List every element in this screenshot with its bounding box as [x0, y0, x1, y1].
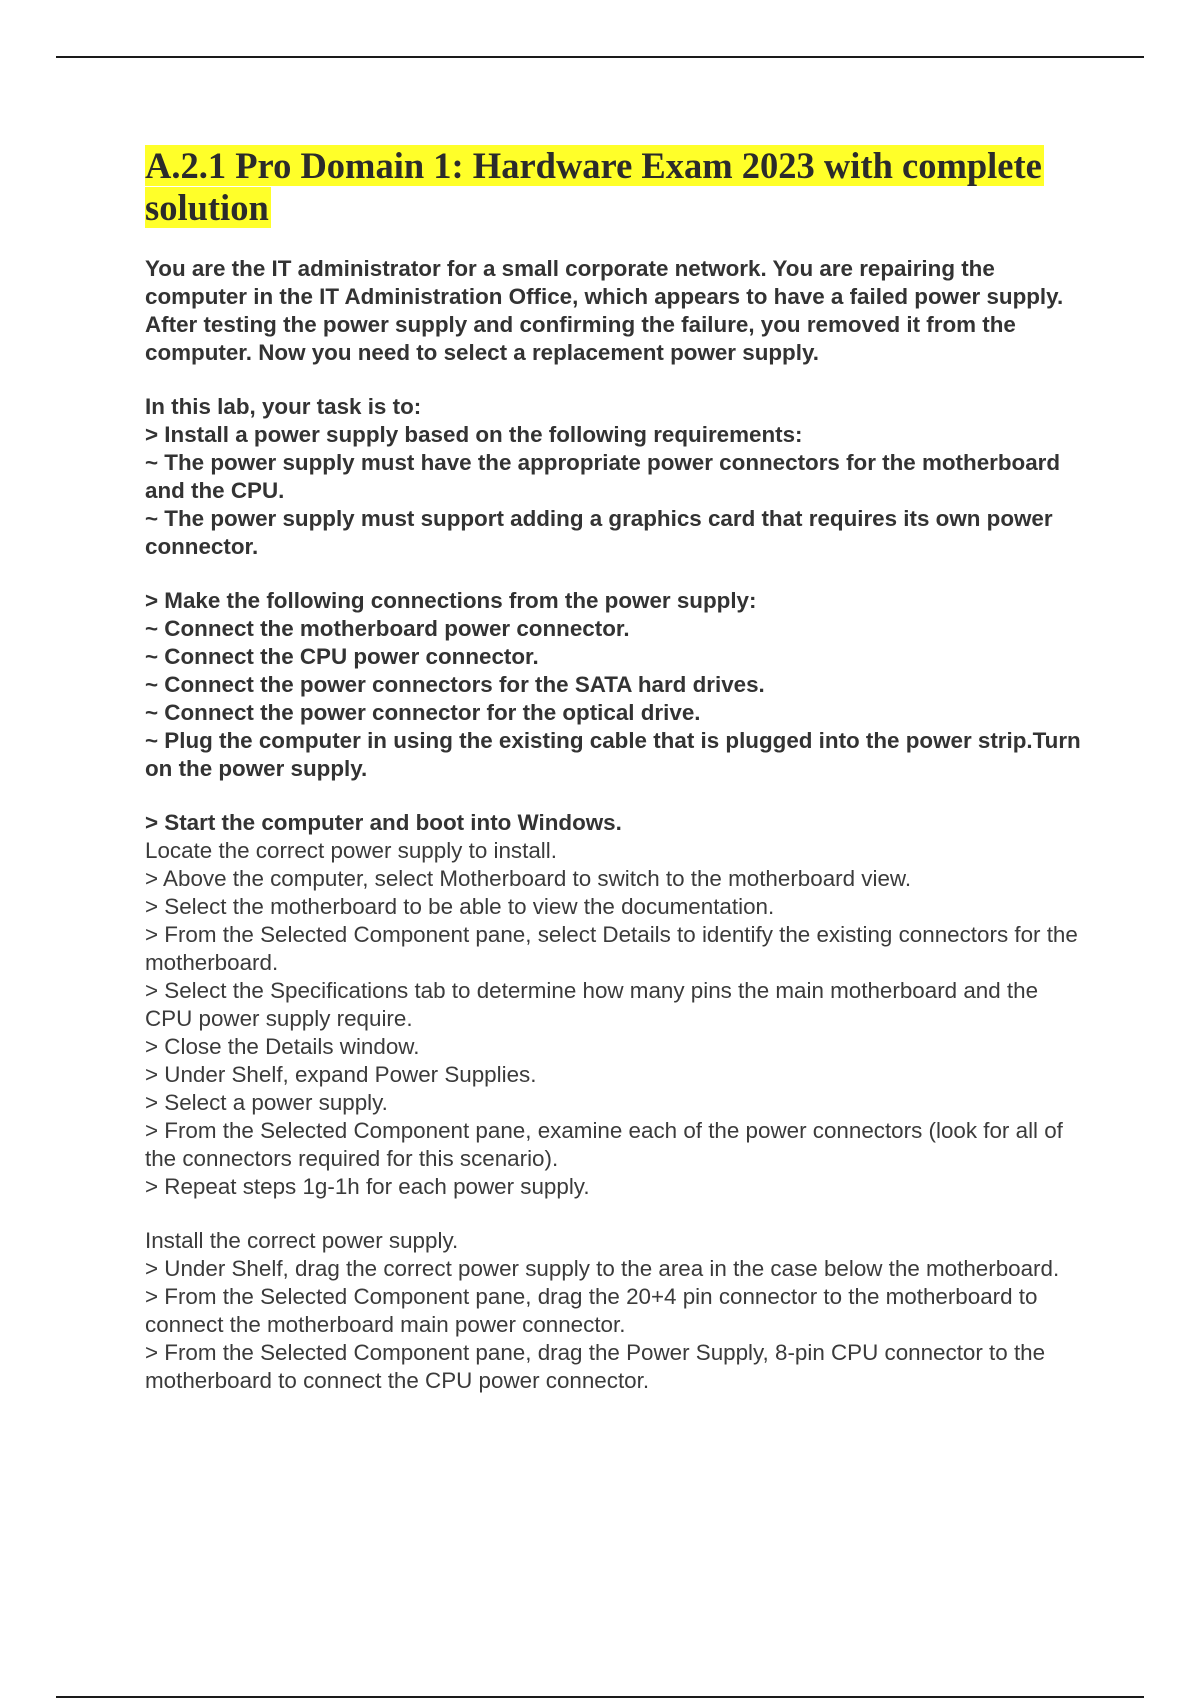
bottom-rule: [56, 1696, 1144, 1698]
install-step: > From the Selected Component pane, drag the 20+4 pin connector to the motherboard to connect the motherboard main power connector.: [145, 1284, 1038, 1337]
locate-step: > Select the motherboard to be able to view the documentation.: [145, 894, 775, 919]
task-heading: In this lab, your task is to:: [145, 394, 422, 419]
requirements-heading: > Install a power supply based on the following requirements:: [145, 422, 803, 447]
locate-step: > Above the computer, select Motherboard to switch to the motherboard view.: [145, 866, 912, 891]
connection-item: ~ Connect the CPU power connector.: [145, 644, 539, 669]
connection-item: ~ Connect the power connector for the optical drive.: [145, 700, 701, 725]
connection-item: ~ Connect the power connectors for the SATA hard drives.: [145, 672, 765, 697]
install-step: > From the Selected Component pane, drag the Power Supply, 8-pin CPU connector to the motherboard to connect the CPU power connector.: [145, 1340, 1046, 1393]
requirement-item: ~ The power supply must have the appropriate power connectors for the motherboard and the CPU.: [145, 450, 1061, 503]
locate-step: > From the Selected Component pane, select Details to identify the existing connectors for the motherboard.: [145, 922, 1078, 975]
start-heading: > Start the computer and boot into Windows.: [145, 810, 622, 835]
locate-step: > Select the Specifications tab to determine how many pins the main motherboard and the CPU power supply require.: [145, 978, 1039, 1031]
connections-heading: > Make the following connections from the power supply:: [145, 588, 757, 613]
connection-item: ~ Plug the computer in using the existing cable that is plugged into the power strip.Turn on the power supply.: [145, 728, 1081, 781]
locate-heading: Locate the correct power supply to install.: [145, 838, 557, 863]
locate-step: > Repeat steps 1g-1h for each power supply.: [145, 1174, 590, 1199]
document-title: A.2.1 Pro Domain 1: Hardware Exam 2023 with complete solution: [145, 145, 1042, 228]
install-step: > Under Shelf, drag the correct power supply to the area in the case below the motherboard.: [145, 1256, 1060, 1281]
install-heading: Install the correct power supply.: [145, 1228, 459, 1253]
locate-step: > Select a power supply.: [145, 1090, 388, 1115]
requirement-item: ~ The power supply must support adding a graphics card that requires its own power connector.: [145, 506, 1053, 559]
connection-item: ~ Connect the motherboard power connector.: [145, 616, 630, 641]
locate-step: > From the Selected Component pane, examine each of the power connectors (look for all of the connectors required for this scenario).: [145, 1118, 1063, 1171]
intro-paragraph: You are the IT administrator for a small corporate network. You are repairing the computer in the IT Administration Office, which appears to have a failed power supply. After testing the power supply and confirming the failure, you removed it from the computer. Now you need to select a replacement power supply.: [145, 256, 1064, 365]
top-rule: [56, 56, 1144, 58]
locate-step: > Close the Details window.: [145, 1034, 420, 1059]
locate-step: > Under Shelf, expand Power Supplies.: [145, 1062, 537, 1087]
document-body: [145, 145, 1085, 1395]
